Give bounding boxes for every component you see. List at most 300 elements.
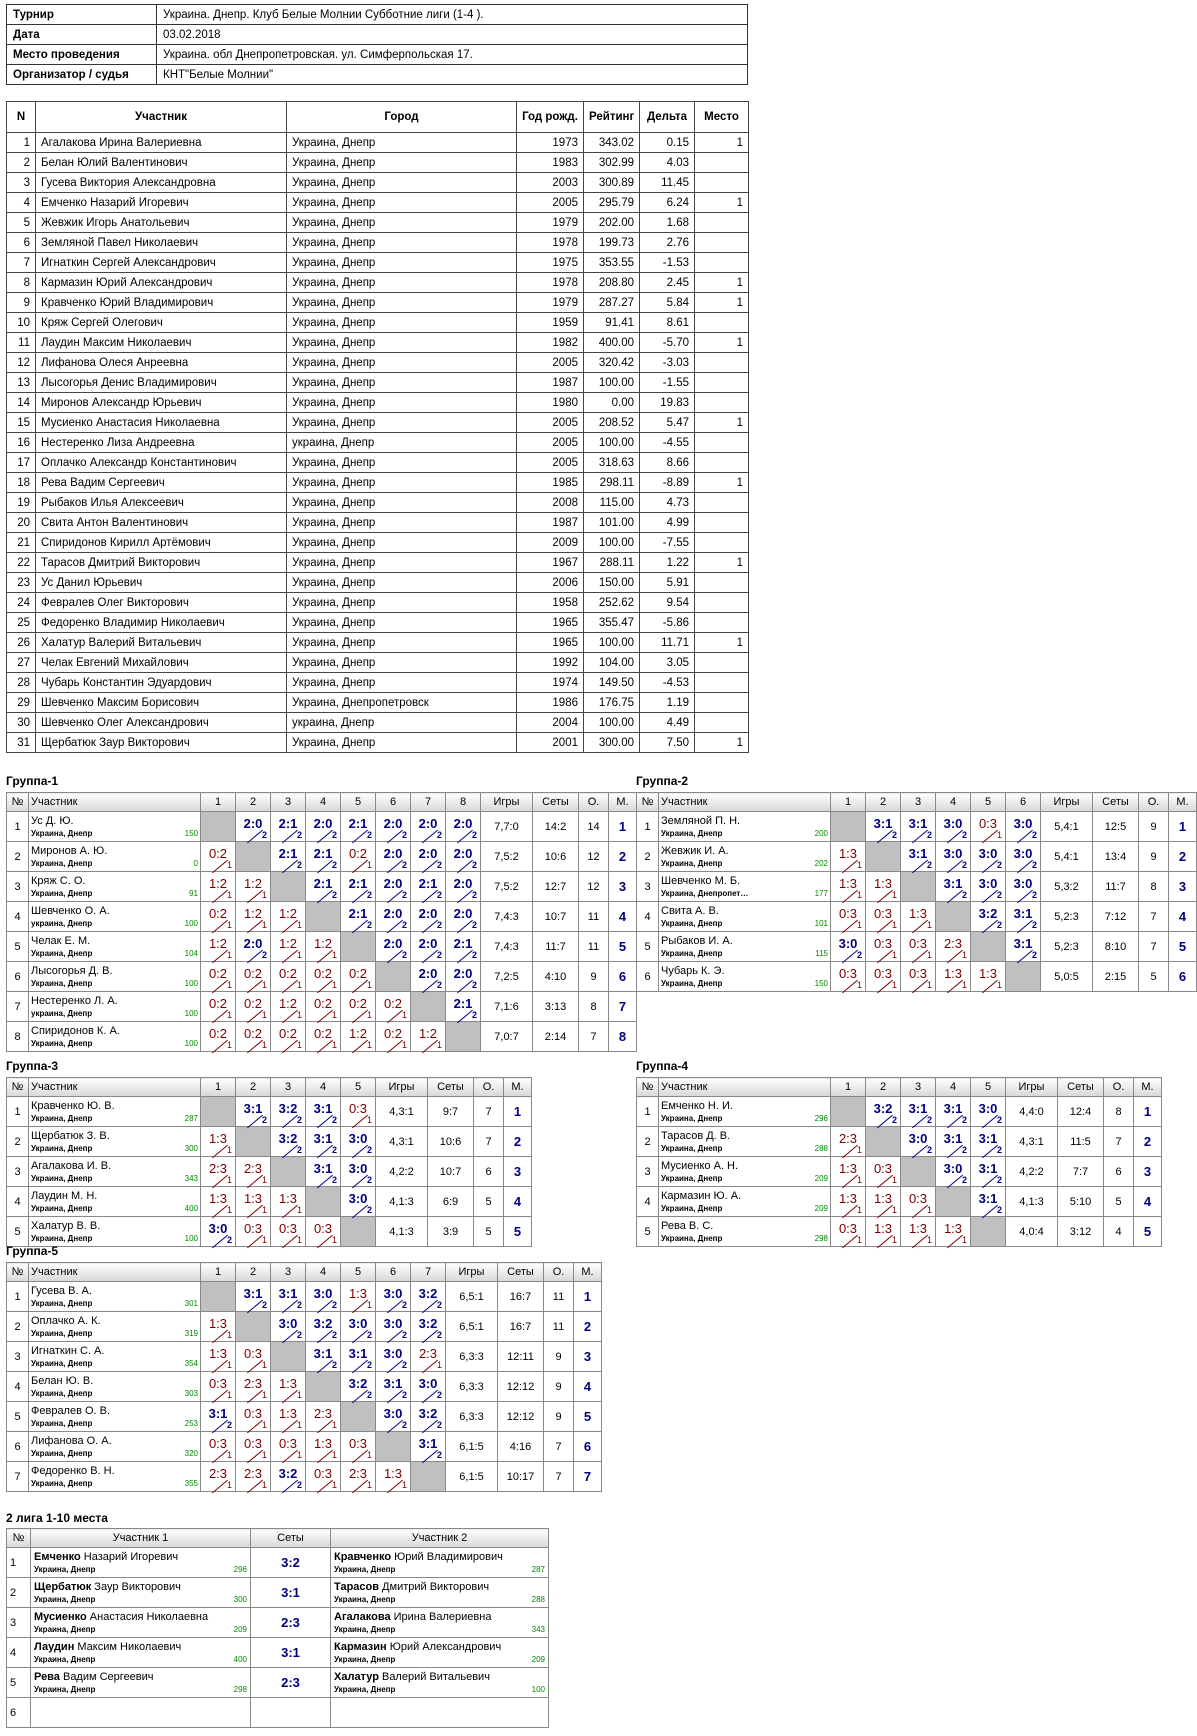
participant-city: Украина, Днепр (287, 213, 517, 233)
match-score: 2:1 (278, 846, 298, 861)
league-player1-firstname: Назарий Игоревич (80, 1551, 179, 1563)
group-header-row (7, 1078, 532, 1097)
participant-rating: 300.89 (584, 173, 640, 193)
match-score: 2:0 (418, 816, 438, 831)
info-value: Украина. обл Днепропетровская. ул. Симферпольская 17. (157, 45, 748, 65)
result-slash (282, 1040, 298, 1054)
result-slash (422, 1450, 438, 1464)
match-result-cell (201, 992, 236, 1022)
group-player-rating: 355 (184, 1479, 198, 1488)
match-score: 3:0 (908, 1131, 928, 1146)
match-score: 0:3 (278, 1436, 298, 1451)
match-result-cell (236, 902, 271, 932)
participant-rating: 295.79 (584, 193, 640, 213)
match-points: 1 (261, 1420, 267, 1430)
match-result-cell (411, 1312, 446, 1342)
participant-row (7, 133, 749, 153)
match-result-cell (411, 812, 446, 842)
match-score: 0:3 (838, 966, 858, 981)
participant-birth-year: 2005 (517, 413, 584, 433)
group-player-sets: 10:7 (533, 902, 579, 932)
self-cell (271, 872, 306, 902)
participant-name: Щербатюк Заур Викторович (36, 733, 287, 753)
group-player-row (7, 1342, 602, 1372)
group-player-place: 5 (609, 932, 637, 962)
match-result-cell (236, 1282, 271, 1312)
match-points: 1 (261, 1040, 267, 1050)
participant-name: Шевченко Максим Борисович (36, 693, 287, 713)
participant-birth-year: 2005 (517, 353, 584, 373)
result-slash (947, 1175, 963, 1189)
match-score: 0:2 (208, 1026, 228, 1041)
participant-rating: 149.50 (584, 673, 640, 693)
group-player-num: 1 (7, 1097, 29, 1127)
match-score: 0:2 (243, 966, 263, 981)
league-player2-city: Украина, Днепр (334, 1685, 396, 1694)
group-player-row (7, 1462, 602, 1492)
group-player-points: 9 (544, 1402, 574, 1432)
match-points: 1 (261, 1390, 267, 1400)
group-player-city-line (661, 1174, 828, 1183)
match-points: 1 (926, 1235, 932, 1245)
match-score: 3:1 (1013, 906, 1033, 921)
group-player-place: 5 (1169, 932, 1197, 962)
group-player-row (637, 902, 1197, 932)
group-player-place: 1 (574, 1282, 602, 1312)
match-score: 1:3 (383, 1466, 403, 1481)
league-player2-city-line (334, 1685, 545, 1694)
match-score: 2:3 (838, 1131, 858, 1146)
group-header-row (7, 1263, 602, 1282)
match-score: 1:3 (243, 1191, 263, 1206)
participant-place: 1 (695, 553, 749, 573)
league-player2-rating: 287 (531, 1565, 545, 1574)
self-cell (341, 1402, 376, 1432)
group-col-sets: Сеты (533, 793, 579, 812)
group-col-participant: Участник (659, 1078, 831, 1097)
match-points: 2 (331, 890, 337, 900)
group-player-place: 5 (504, 1217, 532, 1247)
group-player-games: 5,0:5 (1041, 962, 1093, 992)
participant-place: 1 (695, 193, 749, 213)
group-player-games: 7,5:2 (481, 872, 533, 902)
participant-name: Свита Антон Валентинович (36, 513, 287, 533)
group-player-city-line (31, 979, 198, 988)
participant-delta: -8.89 (640, 473, 695, 493)
group-player-points: 6 (474, 1157, 504, 1187)
group-player-num: 3 (637, 1157, 659, 1187)
match-points: 2 (471, 980, 477, 990)
match-points: 2 (961, 1175, 967, 1185)
match-score: 3:1 (243, 1101, 263, 1116)
match-points: 1 (226, 1040, 232, 1050)
group-player-rating: 253 (184, 1419, 198, 1428)
group-player-sets: 10:6 (428, 1127, 474, 1157)
match-result-cell (271, 902, 306, 932)
match-score: 2:1 (348, 876, 368, 891)
participant-delta: 1.22 (640, 553, 695, 573)
participant-city: Украина, Днепр (287, 413, 517, 433)
match-score: 0:3 (978, 816, 998, 831)
group-player-games: 7,4:3 (481, 932, 533, 962)
league-player2-name (334, 1641, 545, 1655)
group-col-place: М. (504, 1078, 532, 1097)
participant-birth-year: 1979 (517, 293, 584, 313)
match-score: 3:1 (313, 1131, 333, 1146)
match-result-cell (831, 1157, 866, 1187)
group-player-points: 7 (579, 1022, 609, 1052)
participant-place (695, 433, 749, 453)
group-player-name: Рева В. С. (661, 1220, 714, 1232)
col-header-rating: Рейтинг (584, 102, 640, 133)
match-score: 2:1 (453, 996, 473, 1011)
league-match-row (7, 1638, 549, 1668)
group-player-row (637, 932, 1197, 962)
group-player-games: 7,1:6 (481, 992, 533, 1022)
group-player-cell (29, 992, 201, 1022)
match-score: 1:2 (208, 936, 228, 951)
group-col-num: № (637, 1078, 659, 1097)
group-col-participant: Участник (29, 1078, 201, 1097)
participant-city: Украина, Днепр (287, 533, 517, 553)
participant-city: Украина, Днепр (287, 373, 517, 393)
match-score: 1:2 (243, 876, 263, 891)
group-player-sets: 12:12 (498, 1372, 544, 1402)
group-player-city: Украина, Днепр (31, 1449, 93, 1458)
participant-birth-year: 2003 (517, 173, 584, 193)
match-points: 1 (226, 920, 232, 930)
group-player-rating: 100 (184, 1009, 198, 1018)
match-score: 3:0 (943, 816, 963, 831)
group-player-rating: 354 (184, 1359, 198, 1368)
league-player1-firstname: Максим Николаевич (74, 1641, 182, 1653)
group-player-cell (29, 962, 201, 992)
group-player-points: 5 (1104, 1187, 1134, 1217)
league-match-num: 3 (7, 1608, 31, 1638)
participant-num: 17 (7, 453, 36, 473)
league-col-num: № (7, 1529, 31, 1548)
match-result-cell (971, 872, 1006, 902)
group-player-city: Украина, Днепр (661, 1114, 723, 1123)
match-result-cell (306, 992, 341, 1022)
match-result-cell (866, 962, 901, 992)
group-col-opponent: 1 (201, 793, 236, 812)
match-score: 1:3 (943, 966, 963, 981)
group-player-cell (29, 1022, 201, 1052)
match-points: 2 (261, 950, 267, 960)
match-score: 3:0 (1013, 876, 1033, 891)
group-player-sets: 2:14 (533, 1022, 579, 1052)
match-result-cell (341, 812, 376, 842)
group-player-place: 3 (504, 1157, 532, 1187)
participant-birth-year: 1985 (517, 473, 584, 493)
match-score: 3:0 (418, 1376, 438, 1391)
result-slash (877, 1115, 893, 1129)
group-player-city-line (661, 919, 828, 928)
group-player-name: Лифанова О. А. (31, 1435, 112, 1447)
league-player1-name (34, 1706, 247, 1720)
group-player-sets: 16:7 (498, 1282, 544, 1312)
participant-city: Украина, Днепр (287, 673, 517, 693)
participant-num: 15 (7, 413, 36, 433)
group-player-cell (29, 902, 201, 932)
group-player-sets: 4:10 (533, 962, 579, 992)
match-points: 2 (436, 1330, 442, 1340)
participant-name: Тарасов Дмитрий Викторович (36, 553, 287, 573)
participant-rating: 208.80 (584, 273, 640, 293)
group-table (6, 792, 637, 1052)
participant-rating: 300.00 (584, 733, 640, 753)
group-player-games: 5,2:3 (1041, 932, 1093, 962)
group-player-row (637, 962, 1197, 992)
match-score: 2:3 (208, 1466, 228, 1481)
participant-delta: 7.50 (640, 733, 695, 753)
participant-city: Украина, Днепр (287, 613, 517, 633)
match-score: 0:3 (908, 936, 928, 951)
participant-city: Украина, Днепр (287, 393, 517, 413)
match-score: 0:3 (243, 1436, 263, 1451)
participant-city: Украина, Днепр (287, 593, 517, 613)
participant-place (695, 453, 749, 473)
participant-row (7, 313, 749, 333)
match-score: 0:3 (313, 1466, 333, 1481)
group-player-city: Украина, Днепр (31, 1299, 93, 1308)
match-score: 3:2 (418, 1406, 438, 1421)
participant-delta: 4.03 (640, 153, 695, 173)
participant-birth-year: 1979 (517, 213, 584, 233)
result-slash (247, 1040, 263, 1054)
group-player-city: Украина, Днепр (31, 949, 93, 958)
group-player-games: 5,3:2 (1041, 872, 1093, 902)
participant-rating: 100.00 (584, 373, 640, 393)
participant-row (7, 273, 749, 293)
group-player-name: Кряж С. О. (31, 875, 86, 887)
group-player-cell (29, 1217, 201, 1247)
group-col-opponent: 6 (376, 793, 411, 812)
group-player-sets: 10:7 (428, 1157, 474, 1187)
group-player-city: Украина, Днепр (661, 1174, 723, 1183)
match-points: 1 (996, 980, 1002, 990)
match-score: 2:0 (383, 846, 403, 861)
participant-num: 31 (7, 733, 36, 753)
match-result-cell (201, 1432, 236, 1462)
match-points: 2 (996, 920, 1002, 930)
group-player-sets: 2:15 (1093, 962, 1139, 992)
self-cell (271, 1342, 306, 1372)
self-cell (341, 932, 376, 962)
match-result-cell (1006, 932, 1041, 962)
match-points: 2 (1031, 890, 1037, 900)
match-points: 1 (891, 980, 897, 990)
group-col-sets: Сеты (498, 1263, 544, 1282)
tournament-info-table (6, 4, 748, 85)
group-player-place: 1 (504, 1097, 532, 1127)
match-score: 0:3 (838, 1221, 858, 1236)
participant-num: 7 (7, 253, 36, 273)
group-player-name: Белан Ю. В. (31, 1375, 94, 1387)
participant-city: Украина, Днепр (287, 313, 517, 333)
group-player-city: Украина, Днепр (31, 1114, 93, 1123)
group-player-games: 7,5:2 (481, 842, 533, 872)
group-player-place: 6 (574, 1432, 602, 1462)
match-points: 1 (261, 980, 267, 990)
group-player-city: Украина, Днепр (31, 1479, 93, 1488)
match-points: 1 (331, 950, 337, 960)
participant-place: 1 (695, 633, 749, 653)
league-player1-lastname: Рева (34, 1671, 60, 1683)
participant-birth-year: 1974 (517, 673, 584, 693)
league-player2-cell (331, 1608, 549, 1638)
match-result-cell (236, 1022, 271, 1052)
league-player2-lastname: Кравченко (334, 1551, 392, 1563)
group-player-place: 5 (1134, 1217, 1162, 1247)
participant-row (7, 253, 749, 273)
self-cell (306, 1187, 341, 1217)
group-player-row (7, 1097, 532, 1127)
match-result-cell (201, 842, 236, 872)
participant-city: Украина, Днепр (287, 253, 517, 273)
participant-name: Земляной Павел Николаевич (36, 233, 287, 253)
match-score: 2:1 (453, 936, 473, 951)
league-player1-lastname: Емченко (34, 1551, 81, 1563)
group-player-num: 2 (637, 1127, 659, 1157)
match-score: 3:1 (978, 1161, 998, 1176)
group-player-name: Тарасов Д. В. (661, 1130, 731, 1142)
match-result-cell (271, 932, 306, 962)
match-result-cell (376, 1312, 411, 1342)
match-score: 0:3 (208, 1436, 228, 1451)
group-player-row (637, 1157, 1162, 1187)
group-player-row (637, 812, 1197, 842)
match-points: 2 (961, 830, 967, 840)
group-player-city: Украина, Днепр (31, 859, 93, 868)
group-player-name: Кармазин Ю. А. (661, 1190, 742, 1202)
match-score: 3:2 (418, 1286, 438, 1301)
match-result-cell (376, 1342, 411, 1372)
match-result-cell (901, 1217, 936, 1247)
match-result-cell (236, 962, 271, 992)
group-player-cell (659, 932, 831, 962)
self-cell (411, 1462, 446, 1492)
participant-num: 19 (7, 493, 36, 513)
participant-row (7, 513, 749, 533)
group-player-points: 9 (1139, 812, 1169, 842)
group-player-num: 6 (7, 1432, 29, 1462)
match-points: 2 (366, 890, 372, 900)
match-points: 2 (1031, 920, 1037, 930)
group-col-opponent: 6 (376, 1263, 411, 1282)
group-player-points: 5 (1139, 962, 1169, 992)
match-points: 2 (366, 1330, 372, 1340)
group-col-opponent: 4 (306, 1263, 341, 1282)
group-player-cell (29, 842, 201, 872)
match-score: 3:2 (278, 1131, 298, 1146)
participant-rating: 202.00 (584, 213, 640, 233)
match-result-cell (411, 902, 446, 932)
match-points: 1 (366, 1450, 372, 1460)
league-player1-cell (31, 1578, 251, 1608)
match-points: 2 (296, 1115, 302, 1125)
group-player-num: 5 (637, 932, 659, 962)
group-col-participant: Участник (29, 793, 201, 812)
league-player2-name (334, 1581, 545, 1595)
result-slash (422, 980, 438, 994)
participant-name: Чубарь Константин Эдуардович (36, 673, 287, 693)
participant-city: Украина, Днепр (287, 273, 517, 293)
participant-name: Агалакова Ирина Валериевна (36, 133, 287, 153)
participant-place: 1 (695, 413, 749, 433)
match-result-cell (901, 1187, 936, 1217)
group-title: Группа-3 (6, 1059, 59, 1073)
match-result-cell (971, 902, 1006, 932)
result-slash (282, 860, 298, 874)
participant-row (7, 173, 749, 193)
match-score: 3:1 (383, 1376, 403, 1391)
match-points: 2 (436, 920, 442, 930)
league-match-num: 5 (7, 1668, 31, 1698)
participant-row (7, 693, 749, 713)
league-player1-firstname: Заур Викторович (91, 1581, 181, 1593)
group-header-row (637, 793, 1197, 812)
participant-birth-year: 1987 (517, 513, 584, 533)
participant-place (695, 513, 749, 533)
match-result-cell (306, 932, 341, 962)
group-player-place: 2 (504, 1127, 532, 1157)
match-score: 1:3 (348, 1286, 368, 1301)
participant-place (695, 313, 749, 333)
participant-birth-year: 1973 (517, 133, 584, 153)
match-points: 1 (961, 950, 967, 960)
group-player-cell (659, 842, 831, 872)
match-points: 1 (366, 980, 372, 990)
match-result-cell (831, 902, 866, 932)
result-slash (212, 1480, 228, 1494)
group-player-name: Емченко Н. И. (661, 1100, 733, 1112)
league-player2-city: Украина, Днепр (334, 1625, 396, 1634)
league-player1-lastname: Лаудин (34, 1641, 75, 1653)
match-result-cell (201, 1127, 236, 1157)
match-score: 1:3 (278, 1406, 298, 1421)
group-player-sets: 10:6 (533, 842, 579, 872)
group-player-city: Украина, Днепр (661, 1234, 723, 1243)
match-result-cell (201, 1187, 236, 1217)
group-player-row (7, 962, 637, 992)
league-player1-lastname: Щербатюк (34, 1581, 92, 1593)
group-player-place: 6 (609, 962, 637, 992)
league-player1-city: Украина, Днепр (34, 1565, 96, 1574)
league-col-player2: Участник 2 (331, 1529, 549, 1548)
group-player-num: 4 (7, 1372, 29, 1402)
participant-row (7, 193, 749, 213)
participant-row (7, 653, 749, 673)
group-player-name: Свита А. В. (661, 905, 719, 917)
match-points: 1 (926, 980, 932, 990)
match-result-cell (866, 1187, 901, 1217)
match-points: 1 (226, 860, 232, 870)
participant-name: Белан Юлий Валентинович (36, 153, 287, 173)
group-col-games: Игры (446, 1263, 498, 1282)
match-score: 3:0 (348, 1161, 368, 1176)
group-player-rating: 303 (184, 1389, 198, 1398)
participant-city: Украина, Днепр (287, 173, 517, 193)
match-points: 1 (261, 1205, 267, 1215)
match-result-cell (201, 1402, 236, 1432)
league-table (6, 1528, 549, 1728)
match-score: 0:2 (348, 966, 368, 981)
group-player-games: 5,4:1 (1041, 812, 1093, 842)
match-result-cell (341, 1097, 376, 1127)
group-player-num: 5 (7, 932, 29, 962)
